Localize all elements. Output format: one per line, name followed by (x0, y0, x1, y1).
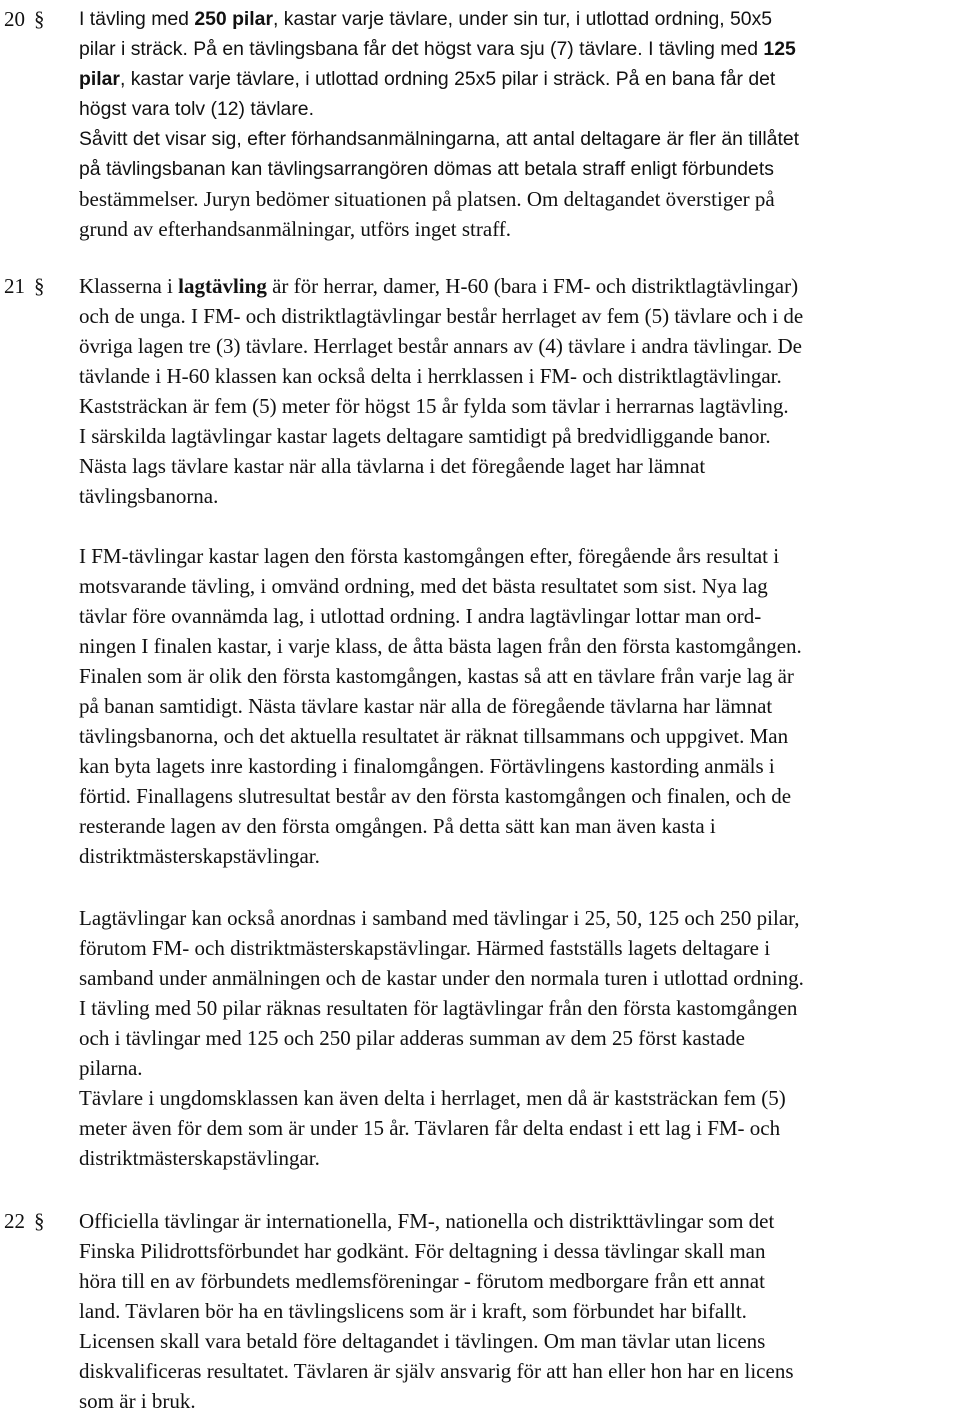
text-run: Klasserna i (79, 274, 179, 298)
text-line: på banan samtidigt. Nästa tävlare kastar när alla de föregående tävlarna har lämnat (79, 694, 773, 718)
text-line: distriktmästerskapstävlingar. (79, 844, 320, 868)
text-line: I FM-tävlingar kastar lagen den första kastomgången efter, föregående års resultat i (79, 544, 780, 568)
text-line (79, 34, 959, 64)
text-line: resterande lagen av den första omgången. På detta sätt kan man även kasta i (79, 814, 716, 838)
text-line: högst vara tolv (12) tävlare. (79, 98, 314, 120)
text-line: tävlande i H-60 klassen kan också delta i herrklassen i FM- och distriktlagtävlingar. (79, 364, 782, 388)
section-body (79, 4, 959, 244)
text-line: förtid. Finallagens slutresultat består av den första kastomgången och finalen, och de (79, 784, 792, 808)
text-line: Officiella tävlingar är internationella, FM-, nationella och distrikttävlingar som det (79, 1209, 775, 1233)
text-line: förutom FM- och distriktmästerskapstävlingar. Härmed fastställs lagets deltagare i (79, 936, 771, 960)
text-line: övriga lagen tre (3) tävlare. Herrlaget består annars av (4) tävlare i andra tävlingar. De (79, 334, 802, 358)
text-run: , kastar varje tävlare, i utlottad ordning 25x5 pilar i sträck. På en bana får det (119, 68, 776, 90)
text-line: I särskilda lagtävlingar kastar lagets deltagare samtidigt på bredvidliggande banor. (79, 424, 771, 448)
text-line (79, 271, 959, 301)
text-line: distriktmästerskapstävlingar. (79, 1146, 320, 1170)
text-line: och i tävlingar med 125 och 250 pilar adderas summan av dem 25 först kastade (79, 1026, 745, 1050)
section-number: 21 (4, 274, 25, 298)
section-number: 22 (4, 1209, 25, 1233)
section-body (79, 1206, 959, 1416)
text-line: kan byta lagets inre kastording i finalomgången. Förtävlingens kastording anmäls i (79, 754, 775, 778)
text-line: samband under anmälningen och de kastar under den normala turen i utlottad ordning. (79, 966, 804, 990)
text-run: är för herrar, damer, H-60 (bara i FM- och distriktlagtävlingar) (266, 274, 799, 298)
bold-term: lagtävling (178, 274, 267, 298)
bold-term: 250 pilar (194, 8, 274, 30)
text-line: I tävling med 50 pilar räknas resultaten för lagtävlingar från den första kastomgången (79, 996, 798, 1020)
bold-term: 125 (763, 38, 796, 60)
text-line: tävlar före ovannämda lag, i utlottad ordning. I andra lagtävlingar lottar man ord- (79, 604, 762, 628)
text-line: grund av efterhandsanmälningar, utförs inget straff. (79, 217, 512, 241)
section-body-paragraph-1 (79, 271, 959, 511)
text-line: Såvitt det visar sig, efter förhandsanmälningarna, att antal deltagare är fler än tillåtet (79, 128, 800, 150)
text-line: och de unga. I FM- och distriktlagtävlingar består herrlaget av fem (5) tävlare och i de (79, 304, 804, 328)
text-line: Finalen som är olik den första kastomgången, kastas så att en tävlare från varje lag är (79, 664, 794, 688)
text-line: på tävlingsbanan kan tävlingsarrangören dömas att betala straff enligt förbundets (79, 158, 774, 180)
text-line: ningen I finalen kastar, i varje klass, de åtta bästa lagen från den första kastomgången. (79, 634, 802, 658)
section-number: 20 (4, 7, 25, 31)
text-line: som är i bruk. (79, 1389, 196, 1413)
text-line: Licensen skall vara betald före deltagandet i tävlingen. Om man tävlar utan licens (79, 1329, 766, 1353)
text-line: Kaststräckan är fem (5) meter för högst 15 år fylda som tävlar i herrarnas lagtävling. (79, 394, 789, 418)
text-line: höra till en av förbundets medlemsföreningar - förutom medborgare från ett annat (79, 1269, 765, 1293)
section-symbol: § (34, 7, 45, 31)
section-symbol: § (34, 274, 45, 298)
text-run: I tävling med (79, 8, 195, 30)
text-line: Finska Pilidrottsförbundet har godkänt. För deltagning i dessa tävlingar skall man (79, 1239, 766, 1263)
section-body-paragraph-3 (79, 903, 959, 1173)
text-line: Tävlare i ungdomsklassen kan även delta i herrlaget, men då är kaststräckan fem (5) (79, 1086, 786, 1110)
section-body-paragraph-2 (79, 541, 959, 871)
text-line (79, 4, 959, 34)
text-line: tävlingsbanorna. (79, 484, 219, 508)
text-line: meter även för dem som är under 15 år. Tävlaren får delta endast i ett lag i FM- och (79, 1116, 781, 1140)
bold-term: pilar (79, 68, 120, 90)
text-line: Lagtävlingar kan också anordnas i samband med tävlingar i 25, 50, 125 och 250 pilar, (79, 906, 800, 930)
text-line: diskvalificeras resultatet. Tävlaren är själv ansvarig för att han eller hon har en licens (79, 1359, 794, 1383)
text-line: pilarna. (79, 1056, 143, 1080)
text-line (79, 64, 959, 94)
text-line: land. Tävlaren bör ha en tävlingslicens som är i kraft, som förbundet har bifallt. (79, 1299, 747, 1323)
text-line: bestämmelser. Juryn bedömer situationen på platsen. Om deltagandet överstiger på (79, 187, 775, 211)
section-symbol: § (34, 1209, 45, 1233)
text-run: , kastar varje tävlare, under sin tur, i utlottad ordning, 50x5 (273, 8, 773, 30)
text-run: pilar i sträck. På en tävlingsbana får det högst vara sju (7) tävlare. I tävling med (79, 38, 764, 60)
text-line: tävlingsbanorna, och det aktuella resultatet är räknat tillsammans och uppgivet. Man (79, 724, 789, 748)
text-line: motsvarande tävling, i omvänd ordning, med det bästa resultatet som sist. Nya lag (79, 574, 768, 598)
text-line: Nästa lags tävlare kastar när alla tävlarna i det föregående laget har lämnat (79, 454, 706, 478)
